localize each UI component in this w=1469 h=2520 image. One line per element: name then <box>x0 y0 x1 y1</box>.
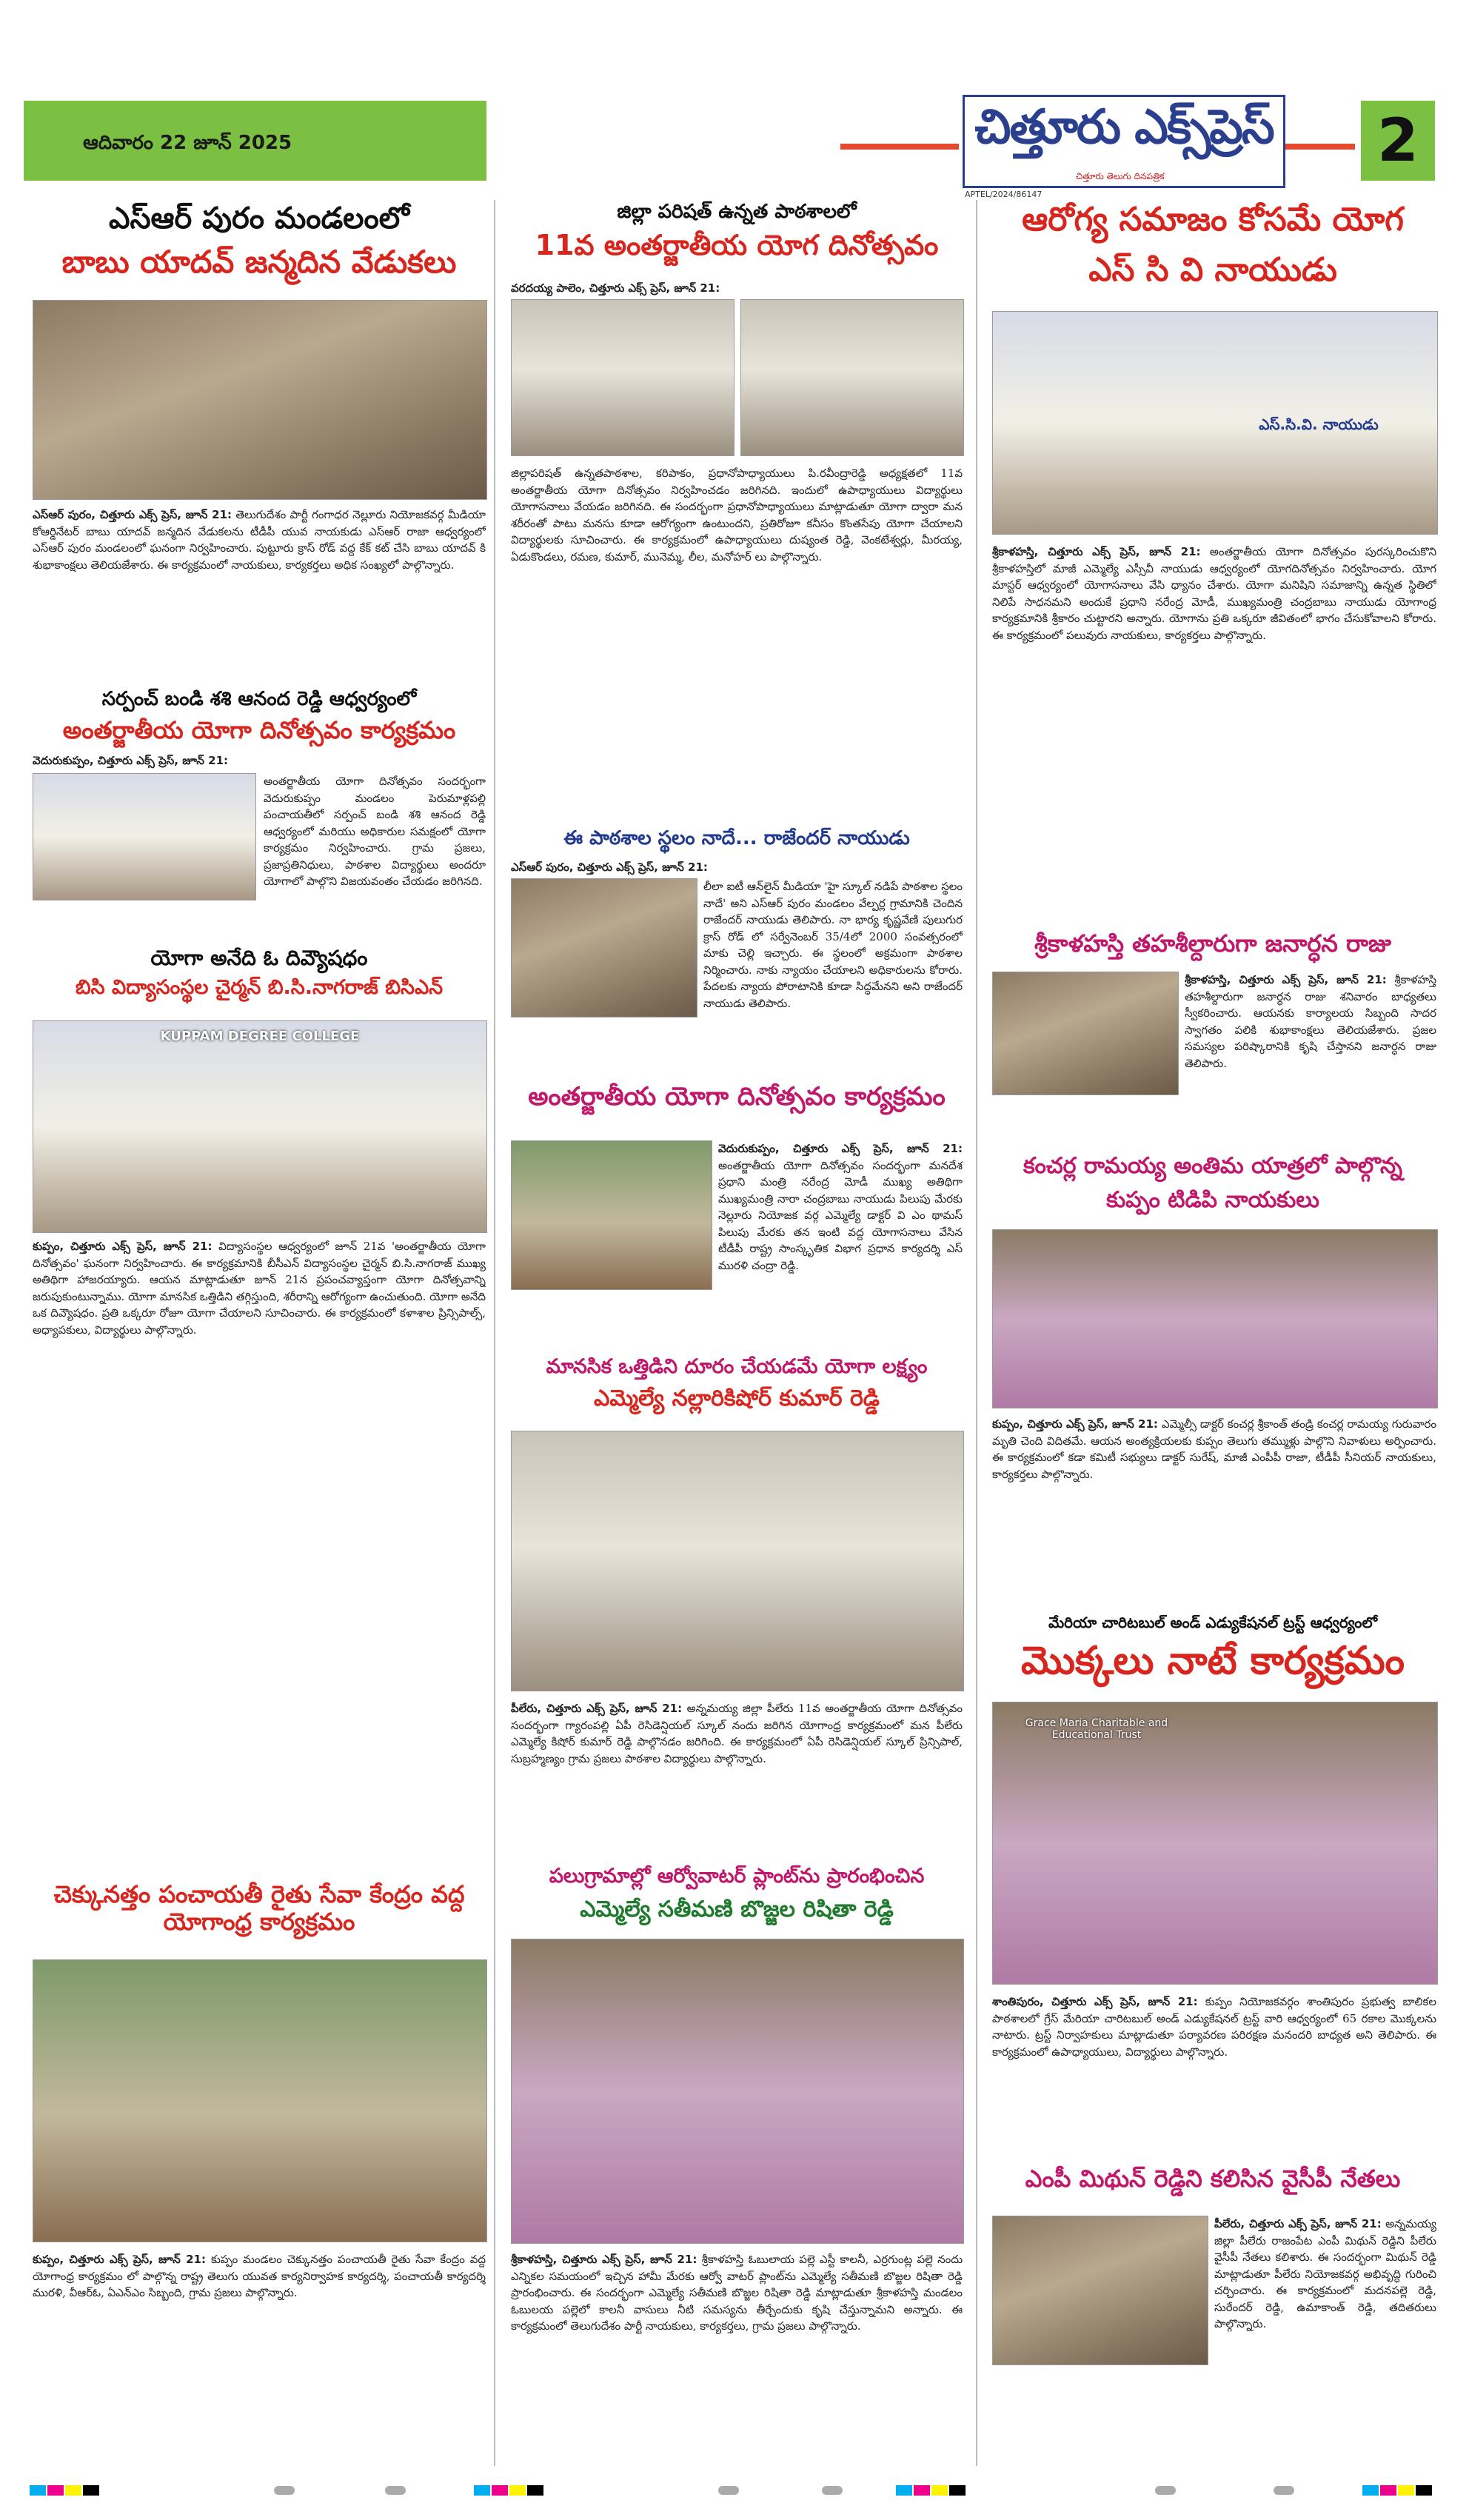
c3-headline-main: కుప్పం టిడిపి నాయకులు <box>1106 1187 1319 1213</box>
c1-photo <box>992 311 1438 535</box>
a2-dateline-box <box>33 752 486 770</box>
header-rule-left <box>840 144 959 150</box>
c3-headline-top: కంచర్ల రామయ్య అంతిమ యాత్రలో పాల్గొన్న <box>1023 1153 1402 1179</box>
c2-photo <box>992 972 1179 1095</box>
b3-text: అంతర్జాతీయ యోగా దినోత్సవం సందర్భంగా మనదేశ ప్రధాని మంత్రి నరేంద్ర మోడీ ముఖ్య అతిథిగా ముఖ్యమంత్రి నారా చంద్రబాబు నాయుడు పిలుపు మేరకు నెల్లూరు నియోజక వర్గ ఎమ్మెల్యే డాక్టర్ వి ఎం థామస్ పిలుపు మేరకు తన ఇంటి వద్ద యోగాసనాలు వేసిన టీడీపీ రాష్ట్ర సాంస్కృతిక విభాగ ప్రధాన కార్యదర్శి ఎస్ మురళి చంద్రా రెడ్డి. <box>718 1158 963 1272</box>
registration-dot-2 <box>385 2486 406 2495</box>
a3-text: విద్యాసంస్థల ఆధ్వర్యంలో జూన్ 21వ 'అంతర్జాతీయ యోగా దినోత్సవం' ఘనంగా నిర్వహించారు. ఈ కార్యక్రమానికి బీసీఎన్ విద్యాసంస్థల చైర్మన్ బి.సి.నాగరాజ్ ముఖ్య అతిథిగా హాజరయ్యారు. ఆయన మాట్లాడుతూ జూన్ 21న ప్రపంచవ్యాప్తంగా యోగా దినోత్సవాన్ని జరుపుకుంటున్నాము. యోగా మానసిక ఒత్తిడిని తగ్గిస్తుంది, శరీరాన్ని ఆరోగ్యంగా ఉంచుతుంది. యోగా అనేది ఒక దివ్యౌషధం. ప్రతి ఒక్కరూ రోజూ యోగా చేయాలని సూచించారు. ఈ కార్యక్రమంలో కళాశాల ప్రిన్సిపాల్స్, అధ్యాపకులు, విద్యార్థులు పాల్గొన్నారు. <box>33 1240 486 1337</box>
black-swatch <box>527 2485 543 2496</box>
b1-dateline: వరదయ్య పాలెం, చిత్తూరు ఎక్స్ ప్రెస్, జూన్ 21: <box>511 281 720 295</box>
b4-photo <box>511 1431 964 1691</box>
registration-dot-6 <box>1274 2486 1294 2495</box>
a4-headline-main: చెక్కునత్తం పంచాయతీ రైతు సేవా కేంద్రం వద్ద యోగాంధ్ర కార్యక్రమం <box>53 1880 465 1936</box>
c2-dateline: శ్రీకాళహస్తి, చిత్తూరు ఎక్స్ ప్రెస్, జూన్ 21: <box>1185 973 1387 986</box>
c4-headline-main: మొక్కలు నాటే కార్యక్రమం <box>1021 1639 1405 1683</box>
c5-body <box>1214 2216 1436 2401</box>
c1-body <box>992 544 1436 929</box>
a4-dateline: కుప్పం, చిత్తూరు ఎక్స్ ప్రెస్, జూన్ 21: <box>33 2253 206 2266</box>
cyan-swatch <box>30 2485 46 2496</box>
b2-headline-main: ఈ పాఠశాల స్థలం నాదే... రాజేందర్ నాయుడు <box>563 827 910 849</box>
magenta-swatch <box>914 2485 930 2496</box>
column-rule-2 <box>976 200 977 2466</box>
c3-photo <box>992 1229 1438 1408</box>
a2-headline-top: సర్పంచ్ బండి శశి ఆనంద రెడ్డి ఆధ్వర్యంలో <box>101 688 417 710</box>
c2-headline-main: శ్రీకాళహస్తి తహశీల్దారుగా జనార్ధన రాజు <box>1034 929 1391 957</box>
c5-headline-main: ఎంపీ మిథున్ రెడ్డిని కలిసిన వైసీపీ నేతలు <box>1025 2165 1401 2193</box>
b2-dateline: ఎస్ఆర్ పురం, చిత్తూరు ఎక్స్ ప్రెస్, జూన్ 21: <box>511 860 708 874</box>
b1-body: జిల్లాపరిషత్ ఉన్నతపాఠశాల, కరిపాకం, ప్రధానోపాధ్యాయులు పి.రవీంద్రారెడ్డి అధ్యక్షతలో 11వ అంతర్జాతీయ యోగా దినోత్సవం నిర్వహించడం జరిగినది. ఇందులో ఉపాధ్యాయులు విద్యార్థులు యోగాసనాలు వేయడం జరిగినది. ఈ సందర్భంగా ప్రధానోపాధ్యాయులు మాట్లాడుతూ యోగా ద్వారా మన శరీరంతో పాటు మనసు కూడా ఆరోగ్యంగా ఉంటుందని, ప్రతిరోజూ కనీసం కొంతసేపు యోగా చేయాలని విద్యార్థులకు సూచించారు. ఈ కార్యక్రమంలో ఉపాధ్యాయులు దుష్యంత రెడ్డి, వెంకటేశ్వర్లు, మీరయ్య, ఏడుకొండలు, రమణ, కుమార్, మునెమ్మ, లీల, మనోహర్ లు పాల్గొన్నారు. <box>511 467 963 564</box>
c1-headline-top: ఆరోగ్య సమాజం కోసమే యోగ <box>1022 201 1404 238</box>
yellow-swatch <box>509 2485 526 2496</box>
c4-text: కుప్పం నియోజకవర్గం శాంతిపురం ప్రభుత్వ బాలికల పాఠశాలలో గ్రేస్ మేరియా చారిటబుల్ అండ్ ఎడ్యుకేషనల్ ట్రస్ట్ వారి ఆధ్వర్యంలో 65 రకాల మొక్కలను నాటారు. ట్రస్ట్ నిర్వాహకులు మాట్లాడుతూ పర్యావరణ పరిరక్షణ మనందరి బాధ్యత అని తెలిపారు. ఈ కార్యక్రమంలో ఉపాధ్యాయులు, విద్యార్థులు పాల్గొన్నారు. <box>992 1995 1436 2059</box>
a4-body <box>33 2251 486 2370</box>
c5-dateline: పీలేరు, చిత్తూరు ఎక్స్ ప్రెస్, జూన్ 21: <box>1214 2217 1382 2230</box>
c4-headline-top: మేరియా చారిటబుల్ అండ్ ఎడ్యుకేషనల్ ట్రస్ట్ ఆధ్వర్యంలో <box>1048 1614 1378 1631</box>
cyan-swatch <box>1362 2485 1379 2496</box>
black-swatch <box>83 2485 99 2496</box>
b5-text: శ్రీకాళహస్తి ఓబులాయ పల్లె ఎస్టీ కాలనీ, ఎర్రగుంట్ల పల్లె నందు ఎన్నికల సమయంలో ఇచ్చిన హామీ మేరకు ఆర్వో వాటర్ ప్లాంట్‌ను ఎమ్మెల్యే సతీమణి బొజ్జల రిషితా రెడ్డి ప్రారంభించారు. ఈ సందర్భంగా ఎమ్మెల్యే సతీమణి బొజ్జల రిషితా రెడ్డి మాట్లాడుతూ శ్రీకాళహస్తి మండలం ఓబులయ పల్లెలో కాలనీ వాసులు నీటి సమస్యను తీర్చేందుకు కృషి చేస్తున్నామని అన్నారు. ఈ కార్యక్రమంలో తెలుగుదేశం పార్టీ నాయకులు, కార్యకర్తలు, గ్రామ ప్రజలు పాల్గొన్నారు. <box>511 2253 963 2333</box>
a2-photo <box>33 773 256 900</box>
registration-dot-1 <box>274 2486 295 2495</box>
a3-photo <box>33 1020 487 1233</box>
b3-body <box>718 1140 963 1349</box>
c2-body <box>1185 972 1436 1142</box>
a1-headline-main: బాబు యాదవ్ జన్మదిన వేడుకలు <box>61 244 457 280</box>
a1-text: తెలుగుదేశం పార్టీ గంగాధర నెల్లూరు నియోజకవర్గ మీడియా కోఆర్డినేటర్ బాబు యాదవ్ జన్మదిన వేడుకలను టీడీపీ యువ నాయకుడు ఎస్ఆర్ రాజా ఆధ్వర్యంలో ఎస్ఆర్ పురం మండలంలో ఘనంగా నిర్వహించారు. పుట్టూరు క్రాస్ రోడ్ వద్ద కేక్ కట్ చేసి బాబు యాదవ్ కి శుభాకాంక్షలు తెలియజేశారు. ఈ కార్యక్రమంలో నాయకులు, కార్యకర్తలు అధిక సంఖ్యలో పాల్గొన్నారు. <box>33 508 486 572</box>
b2-photo <box>511 878 697 1017</box>
c5-text: అన్నమయ్య జిల్లా పీలేరు రాజంపేట ఎంపీ మిథున్ రెడ్డిని పీలేరు వైసీపీ నేతలు కలిశారు. ఈ సందర్భంగా మిథున్ రెడ్డి మాట్లాడుతూ పీలేరు నియోజకవర్గ అభివృద్ధి గురించి చర్చించారు. ఈ కార్యక్రమంలో మదనపల్లె రెడ్డి, సురేందర్ రెడ్డి, ఉమాకాంత్ రెడ్డి, తదితరులు పాల్గొన్నారు. <box>1214 2217 1436 2330</box>
c4-photo-label: Grace Maria Charitable and Educational Trust <box>1025 1717 1168 1741</box>
a3-body <box>33 1238 486 1911</box>
page-number: 2 <box>1361 101 1435 181</box>
black-swatch <box>1416 2485 1432 2496</box>
cyan-swatch <box>896 2485 912 2496</box>
magenta-swatch <box>492 2485 508 2496</box>
magenta-swatch <box>47 2485 64 2496</box>
b1-photo-2 <box>740 299 964 456</box>
a1-headline-top: ఎస్ఆర్ పురం మండలంలో <box>109 201 409 235</box>
a2-headline-main: అంతర్జాతీయ యోగా దినోత్సవం కార్యక్రమం <box>62 716 456 744</box>
a4-photo <box>33 1959 487 2242</box>
b1-headline-main: 11వ అంతర్జాతీయ యోగ దినోత్సవం <box>535 229 939 261</box>
c1-headline-main: ఎస్ సి వి నాయుడు <box>1088 251 1337 289</box>
c1-photo-label: ఎస్.సి.వి. నాయుడు <box>1259 415 1379 433</box>
a2-body: అంతర్జాతీయ యోగా దినోత్సవం సందర్భంగా వెదురుకుప్పం మండలం పెరుమాళ్లపల్లి పంచాయతీలో సర్పంచ్ బండి శశి ఆనంద రెడ్డి ఆధ్వర్యంలో మరియు అధికారుల సమక్షంలో యోగా కార్యక్రమం నిర్వహించారు. గ్రామ ప్రజలు, ప్రజాప్రతినిధులు, పాఠశాల విద్యార్థులు అందరూ యోగాలో పాల్గొని విజయవంతం చేయడం జరిగినది. <box>264 775 486 888</box>
page-date: ఆదివారం 22 జూన్ 2025 <box>83 132 292 154</box>
b4-headline-top: మానసిక ఒత్తిడిని దూరం చేయడమే యోగా లక్ష్యం <box>546 1355 928 1378</box>
b5-headline-main: ఎమ్మెల్యే సతీమణి బొజ్జల రిషితా రెడ్డి <box>580 1896 894 1922</box>
yellow-swatch <box>1398 2485 1414 2496</box>
masthead-reg: APTEL/2024/86147 <box>965 190 1043 199</box>
a4-text: కుప్పం మండలం చెక్కునత్తం పంచాయతీ రైతు సేవా కేంద్రం వద్ద యోగాంధ్ర కార్యక్రమం లో పాల్గొన్న రాష్ట్ర తెలుగు యువత కార్యనిర్వాహక కార్యదర్శి, పంచాయతీ కార్యదర్శి మురళి, వీఆర్ఓ, ఏఎన్ఎం సిబ్బంది, గ్రామ ప్రజలు పాల్గొన్నారు. <box>33 2253 486 2299</box>
masthead-tagline: చిత్తూరు తెలుగు దినపత్రిక <box>1076 171 1165 181</box>
a2-dateline: వెదురుకుప్పం, చిత్తూరు ఎక్స్ ప్రెస్, జూన్ 21: <box>33 754 229 767</box>
b2-dateline-box <box>511 859 963 875</box>
cyan-swatch <box>474 2485 490 2496</box>
a3-headline-top: యోగా అనేది ఓ దివ్యౌషధం <box>150 946 368 970</box>
registration-dot-5 <box>1155 2486 1176 2495</box>
column-rule-1 <box>494 200 495 2466</box>
c3-body <box>992 1416 1436 1608</box>
yellow-swatch <box>65 2485 81 2496</box>
color-registration-left <box>30 2485 99 2496</box>
b3-headline-main: అంతర్జాతీయ యోగా దినోత్సవం కార్యక్రమం <box>528 1082 946 1112</box>
b2-body: లీలా ఐటీ ఆన్‌లైన్ మీడియా 'హై స్కూల్ నడిపే పాఠశాల స్థలం నాదే' అని ఎస్ఆర్ పురం మండలం వేల్పర్ల గ్రామానికి చెందిన రాజేందర్ నాయుడు తెలిపారు. నా భార్య కృష్ణవేణి పులుగుర క్రాస్ రోడ్ లో సర్వేనెంబర్ 35/4లో 2000 సంవత్సరంలో మాకు చెల్లి ఇచ్చారు. ఈ స్థలంలో అక్రమంగా పాఠశాల నిర్మించారు. నాకు న్యాయం చేయాలని అధికారులను కోరారు. పేదలకు న్యాయ పోరాటానికి కూడా సిద్ధమేనని అని రాజేందర్ నాయుడు తెలిపారు. <box>703 880 963 1010</box>
c3-dateline: కుప్పం, చిత్తూరు ఎక్స్ ప్రెస్, జూన్ 21: <box>992 1417 1158 1431</box>
c1-dateline: శ్రీకాళహస్తి, చిత్తూరు ఎక్స్ ప్రెస్, జూన్ 21: <box>992 545 1201 558</box>
b4-body <box>511 1700 963 1856</box>
c5-photo <box>992 2216 1208 2365</box>
yellow-swatch <box>931 2485 948 2496</box>
b4-text: అన్నమయ్య జిల్లా పీలేరు 11వ అంతర్జాతీయ యోగా దినోత్సవం సందర్భంగా గ్యారంపల్లి ఏపీ రెసిడెన్షియల్ స్కూల్ నందు జరిగిన యోగాంధ్ర కార్యక్రమంలో మన పీలేరు ఎమ్మెల్యే కిషోర్ కుమార్ రెడ్డి పాల్గొనడం జరిగింది. ఈ కార్యక్రమంలో ఏపీ రెసిడెన్షియల్ స్కూల్ ప్రిన్సిపాల్, సుబ్రహ్మణ్యం గ్రామ ప్రజలు పాఠశాల విద్యార్థులు పాల్గొన్నారు. <box>511 1702 963 1765</box>
c4-body <box>992 1993 1436 2149</box>
color-registration-mid2 <box>896 2485 966 2496</box>
a1-dateline: ఎస్ఆర్ పురం, చిత్తూరు ఎక్స్ ప్రెస్, జూన్ 21: <box>33 508 232 521</box>
b5-body <box>511 2251 963 2473</box>
c1-text: అంతర్జాతీయ యోగా దినోత్సవం పురస్కరించుకొని శ్రీకాళహస్తిలో మాజీ ఎమ్మెల్యే ఎస్సీవీ నాయుడు ఆధ్వర్యంలో యోగదినోత్సవం నిర్వహించారు. యోగ మాస్టర్ ఆధ్వర్యంలో యోగాసనాలు వేసి ధ్యానం చేశారు. యోగా మనిషిని సమాజాన్ని ఉన్నత స్థితిలో నిలిపే సాధనమని అందుకే ప్రధాని నరేంద్ర మోడీ, ముఖ్యమంత్రి చంద్రబాబు నాయుడు యోగాంధ్ర కార్యక్రమానికి శ్రీకారం చుట్టారని అన్నారు. యోగాను ప్రతి ఒక్కరూ జీవితంలో భాగం చేసుకోవాలని కోరారు. ఈ కార్యక్రమంలో పలువురు నాయకులు, కార్యకర్తలు పాల్గొన్నారు. <box>992 545 1436 642</box>
a1-photo <box>33 300 487 500</box>
a3-photo-label: KUPPAM DEGREE COLLEGE <box>160 1029 360 1044</box>
header-rule-right <box>1285 144 1355 150</box>
a3-headline-main: బిసి విద్యాసంస్థల చైర్మన్ బి.సి.నాగరాజ్ బిసిఎన్ <box>75 976 444 999</box>
magenta-swatch <box>1380 2485 1396 2496</box>
color-registration-mid <box>474 2485 543 2496</box>
color-registration-right <box>1362 2485 1432 2496</box>
b4-dateline: పీలేరు, చిత్తూరు ఎక్స్ ప్రెస్, జూన్ 21: <box>511 1702 683 1715</box>
b5-headline-top: పలుగ్రామాల్లో ఆర్వోవాటర్ ప్లాంట్‌ను ప్రారంభించిన <box>549 1865 925 1888</box>
c4-dateline: శాంతిపురం, చిత్తూరు ఎక్స్ ప్రెస్, జూన్ 21: <box>992 1995 1198 2008</box>
b1-photo-1 <box>511 299 734 456</box>
a1-body <box>33 507 486 684</box>
b3-dateline: వెదురుకుప్పం, చిత్తూరు ఎక్స్ ప్రెస్, జూన్ 21: <box>718 1142 963 1155</box>
c2-text: శ్రీకాళహస్తి తహశీల్దారుగా జనార్ధన రాజు శనివారం బాధ్యతలు స్వీకరించారు. ఆయనకు కార్యాలయ సిబ్బంది సాదర స్వాగతం పలికి శుభాకాంక్షలు తెలియజేశారు. ప్రజల సమస్యల పరిష్కారానికి కృషి చేస్తానని జనార్ధన రాజు తెలిపారు. <box>1185 973 1436 1070</box>
masthead <box>963 95 1285 199</box>
b3-photo <box>511 1140 712 1290</box>
a3-dateline: కుప్పం, చిత్తూరు ఎక్స్ ప్రెస్, జూన్ 21: <box>33 1240 213 1253</box>
c4-photo <box>992 1702 1438 1985</box>
masthead-title: చిత్తూరు ఎక్స్‌ప్రెస్ <box>974 100 1274 155</box>
b4-headline-main: ఎమ్మెల్యే నల్లారికిషోర్ కుమార్ రెడ్డి <box>594 1386 880 1411</box>
black-swatch <box>949 2485 966 2496</box>
b5-photo <box>511 1939 964 2244</box>
b5-dateline: శ్రీకాళహస్తి, చిత్తూరు ఎక్స్ ప్రెస్, జూన్ 21: <box>511 2253 697 2266</box>
b1-headline-top: జిల్లా పరిషత్ ఉన్నత పాఠశాలలో <box>617 201 857 223</box>
b1-dateline-box <box>511 280 963 296</box>
registration-dot-4 <box>822 2486 843 2495</box>
registration-dot-3 <box>718 2486 739 2495</box>
c3-text: ఎమ్మెల్సీ డాక్టర్ కంచర్ల శ్రీకాంత్ తండ్రి కంచర్ల రామయ్య గురువారం మృతి చెంది విదితమే. ఆయన అంత్యక్రియలకు కుప్పం తెలుగు తమ్ముళ్లు పాల్గొని నివాళులు అర్పించారు. ఈ కార్యక్రమంలో కడా కమిటీ సభ్యులు డాక్టర్ సురేష్, మాజీ ఎంపీపీ రాజా, టీడీపీ సీనియర్ నాయకులు, కార్యకర్తలు పాల్గొన్నారు. <box>992 1417 1436 1481</box>
